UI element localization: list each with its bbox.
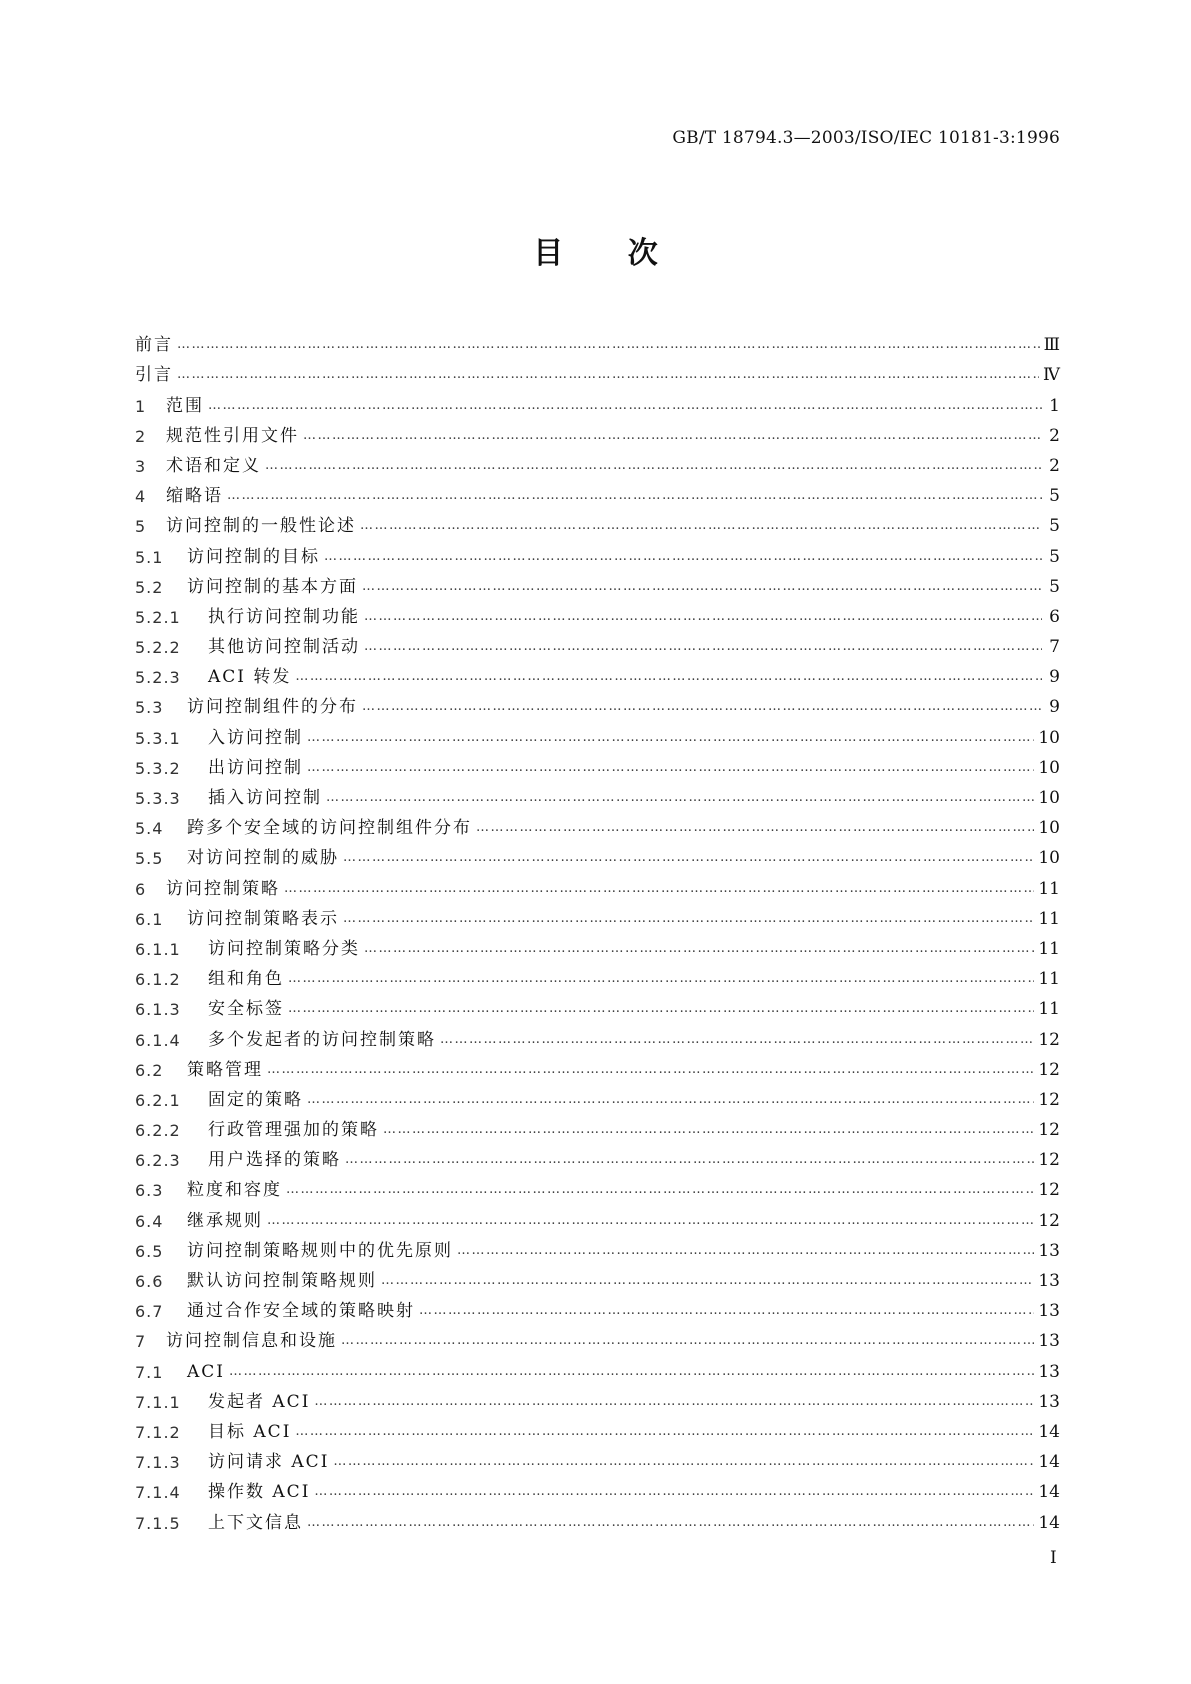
toc-entry-number: 7.1.4 <box>135 1483 181 1503</box>
toc-entry-number: 6.3 <box>135 1181 164 1201</box>
toc-entry[interactable] <box>135 506 1060 536</box>
dot-leader <box>324 549 1042 564</box>
toc-entry-number: 6.6 <box>135 1272 164 1291</box>
toc-entry[interactable] <box>135 1080 1060 1110</box>
toc-entry-page: 14 <box>1038 1512 1060 1533</box>
toc-entry-page: 12 <box>1038 1059 1060 1080</box>
toc-entry[interactable] <box>135 1351 1060 1381</box>
toc-entry-page: 5 <box>1049 546 1060 567</box>
dot-leader <box>345 1152 1034 1167</box>
toc-entry[interactable] <box>135 1321 1060 1351</box>
toc-entry-label: 出访问控制 <box>208 757 303 778</box>
toc-entry[interactable] <box>135 838 1060 868</box>
toc-entry-number: 6.2.1 <box>135 1090 181 1110</box>
toc-entry-page: 10 <box>1038 818 1060 839</box>
toc-entry-page: 5 <box>1049 516 1060 537</box>
toc-entry[interactable] <box>135 1231 1060 1261</box>
dot-leader <box>307 1092 1034 1107</box>
toc-entry-page: 10 <box>1038 757 1060 778</box>
toc-entry-page: 10 <box>1038 788 1060 808</box>
toc-title-char-2: 次 <box>627 236 658 271</box>
toc-entry[interactable] <box>135 959 1060 989</box>
toc-entry-page: 12 <box>1038 1089 1060 1110</box>
toc-entry[interactable] <box>135 929 1060 959</box>
toc-entry-number: 6.1.3 <box>135 1000 181 1020</box>
dot-leader <box>440 1032 1034 1047</box>
dot-leader <box>307 1515 1034 1530</box>
toc-entry-page: 12 <box>1038 1029 1060 1050</box>
toc-entry[interactable] <box>135 1019 1060 1049</box>
dot-leader <box>381 1273 1034 1288</box>
toc-entry-label: 行政管理强加的策略 <box>208 1120 379 1141</box>
toc-entry-page: 12 <box>1038 1210 1060 1231</box>
toc-entry[interactable] <box>135 1412 1060 1442</box>
toc-entry-page: 11 <box>1038 878 1060 899</box>
toc-entry-number: 5.4 <box>135 819 164 839</box>
toc-entry-page: 2 <box>1049 425 1060 446</box>
toc-entry-label: 组和角色 <box>208 969 284 990</box>
toc-entry[interactable] <box>135 1050 1060 1080</box>
dot-leader <box>364 941 1034 956</box>
dot-leader <box>457 1243 1034 1258</box>
dot-leader <box>303 428 1042 443</box>
toc-entry[interactable] <box>135 1110 1060 1140</box>
dot-leader <box>267 1213 1034 1228</box>
toc-entry-page: 11 <box>1038 999 1060 1020</box>
toc-entry-label: ACI 转发 <box>208 667 292 688</box>
toc-entry-label: 多个发起者的访问控制策略 <box>208 1029 436 1050</box>
dot-leader <box>343 911 1034 926</box>
toc-entry[interactable] <box>135 1472 1060 1502</box>
toc-entry-label: 缩略语 <box>166 486 223 507</box>
toc-entry-number: 6.1.2 <box>135 970 181 990</box>
toc-entry-page: 14 <box>1038 1421 1060 1442</box>
dot-leader <box>314 1394 1034 1409</box>
toc-entry-label: 默认访问控制策略规则 <box>187 1271 377 1291</box>
toc-entry-page: 13 <box>1038 1240 1060 1261</box>
toc-entry-number: 6.2.3 <box>135 1151 181 1171</box>
dot-leader <box>364 609 1042 624</box>
toc-entry-page: 12 <box>1038 1120 1060 1141</box>
toc-entry-number: 6.2 <box>135 1060 164 1080</box>
dot-leader <box>343 850 1034 865</box>
toc-entry[interactable] <box>135 476 1060 506</box>
toc-entry-label: 上下文信息 <box>208 1512 303 1533</box>
toc-entry-number: 6.5 <box>135 1241 164 1261</box>
toc-entry-label: 访问控制策略规则中的优先原则 <box>187 1240 453 1261</box>
toc-entry[interactable] <box>135 597 1060 627</box>
dot-leader <box>286 1182 1034 1197</box>
dot-leader <box>177 337 1040 352</box>
toc-entry-number: 5.2.1 <box>135 607 181 627</box>
toc-entry-page: 10 <box>1038 727 1060 748</box>
dot-leader <box>229 1364 1034 1379</box>
toc-entry-number: 5.3.3 <box>135 789 181 808</box>
toc-entry[interactable] <box>135 1442 1060 1472</box>
toc-entry[interactable] <box>135 355 1060 385</box>
toc-entry-page: Ⅲ <box>1043 335 1060 356</box>
toc-entry[interactable] <box>135 1291 1060 1321</box>
standard-code: GB/T 18794.3—2003/ISO/IEC 10181-3:1996 <box>672 128 1060 148</box>
toc-entry[interactable] <box>135 989 1060 1019</box>
toc-entry-label: ACI <box>187 1361 225 1382</box>
dot-leader <box>307 760 1034 775</box>
toc-entry[interactable] <box>135 808 1060 838</box>
toc-entry-page: 9 <box>1049 697 1060 718</box>
toc-entry-label: 术语和定义 <box>166 455 261 476</box>
toc-entry[interactable] <box>135 899 1060 929</box>
toc-entry-number: 5.3.1 <box>135 728 181 748</box>
toc-entry-label: 发起者 ACI <box>208 1391 311 1412</box>
toc-entry-label: 范围 <box>166 395 204 416</box>
toc-entry-page: 9 <box>1049 667 1060 688</box>
toc-entry-number: 5.2.2 <box>135 638 181 658</box>
toc-entry[interactable] <box>135 1200 1060 1230</box>
toc-entry[interactable] <box>135 778 1060 808</box>
toc-entry-label: 其他访问控制活动 <box>208 637 360 658</box>
toc-entry-page: 13 <box>1038 1331 1060 1352</box>
toc-entry-label: 通过合作安全域的策略映射 <box>187 1301 415 1322</box>
toc-entry-number: 5.3 <box>135 698 164 718</box>
toc-entry-number: 7 <box>135 1332 147 1352</box>
toc-entry-page: 6 <box>1049 606 1060 627</box>
toc-entry-page: Ⅳ <box>1043 365 1060 386</box>
toc-entry-number: 5.2.3 <box>135 668 181 688</box>
toc-entry-label: 执行访问控制功能 <box>208 606 360 627</box>
toc-entry-page: 13 <box>1038 1271 1060 1291</box>
toc-entry-number: 6.1 <box>135 909 164 929</box>
toc-entry[interactable] <box>135 1382 1060 1412</box>
toc-entry-page: 10 <box>1038 848 1060 869</box>
toc-entry-label: 引言 <box>135 365 173 386</box>
dot-leader <box>341 1333 1034 1348</box>
toc-entry[interactable] <box>135 1502 1060 1532</box>
toc-entry-page: 13 <box>1038 1391 1060 1412</box>
toc-entry-number: 7.1 <box>135 1362 164 1382</box>
toc-entry-page: 13 <box>1038 1301 1060 1322</box>
toc-entry-number: 7.1.1 <box>135 1392 181 1412</box>
toc-entry[interactable] <box>135 1261 1060 1291</box>
toc-entry-label: 访问控制的一般性论述 <box>166 516 356 537</box>
toc-entry-label: 访问控制策略分类 <box>208 938 360 959</box>
toc-entry-label: 操作数 ACI <box>208 1482 311 1503</box>
dot-leader <box>295 1424 1034 1439</box>
toc-entry-label: 安全标签 <box>208 999 284 1020</box>
dot-leader <box>362 579 1042 594</box>
toc-entry-page: 2 <box>1049 455 1060 476</box>
dot-leader <box>314 1484 1034 1499</box>
toc-entry[interactable] <box>135 446 1060 476</box>
toc-entry-label: 访问控制策略 <box>166 878 280 899</box>
dot-leader <box>360 518 1042 533</box>
dot-leader <box>419 1303 1034 1318</box>
toc-entry[interactable] <box>135 868 1060 898</box>
dot-leader <box>295 669 1042 684</box>
toc-entry-page: 11 <box>1038 969 1060 990</box>
toc-entry-page: 5 <box>1049 576 1060 597</box>
toc-entry-number: 7.1.3 <box>135 1453 181 1473</box>
toc-entry-label: 访问控制组件的分布 <box>187 697 358 718</box>
toc-entry[interactable] <box>135 325 1060 355</box>
dot-leader <box>288 1001 1034 1016</box>
toc-entry-page: 7 <box>1049 637 1060 658</box>
dot-leader <box>364 639 1042 654</box>
toc-entry[interactable] <box>135 1170 1060 1200</box>
toc-entry[interactable] <box>135 385 1060 415</box>
toc-entry-number: 6.1.4 <box>135 1030 181 1050</box>
toc-entry-number: 6.4 <box>135 1211 164 1231</box>
page-number: I <box>1050 1548 1057 1568</box>
toc-entry-number: 6 <box>135 879 147 899</box>
toc-title <box>0 228 1191 272</box>
dot-leader <box>267 1062 1034 1077</box>
toc-entry[interactable] <box>135 567 1060 597</box>
toc-entry-number: 6.2.2 <box>135 1121 181 1141</box>
dot-leader <box>208 398 1042 413</box>
toc-entry-page: 12 <box>1038 1150 1060 1171</box>
toc-entry[interactable] <box>135 748 1060 778</box>
toc-entry-page: 1 <box>1049 395 1060 416</box>
toc-entry-label: 规范性引用文件 <box>166 425 299 446</box>
toc-entry-page: 11 <box>1038 938 1060 959</box>
toc-entry-number: 4 <box>135 487 147 507</box>
toc-entry-label: 前言 <box>135 335 173 356</box>
toc-entry-number: 5.5 <box>135 849 164 869</box>
dot-leader <box>265 458 1042 473</box>
toc-entry-label: 对访问控制的威胁 <box>187 848 339 869</box>
dot-leader <box>476 820 1034 835</box>
toc-entry[interactable] <box>135 416 1060 446</box>
toc-entry-number: 6.1.1 <box>135 939 181 959</box>
toc-entry-label: 访问请求 ACI <box>208 1452 330 1473</box>
toc-entry-number: 5 <box>135 517 147 537</box>
toc-entry-number: 7.1.5 <box>135 1513 181 1533</box>
toc-entry-label: 跨多个安全域的访问控制组件分布 <box>187 818 472 839</box>
toc-entry-label: 粒度和容度 <box>187 1180 282 1201</box>
toc-entry-label: 访问控制的目标 <box>187 546 320 567</box>
toc-entry-page: 13 <box>1038 1361 1060 1382</box>
toc-entry-number: 1 <box>135 396 147 416</box>
toc-entry-number: 5.1 <box>135 547 164 567</box>
toc-entry-page: 5 <box>1049 486 1060 507</box>
toc-entry-number: 5.3.2 <box>135 758 181 778</box>
toc-entry-number: 6.7 <box>135 1302 164 1322</box>
toc-entry[interactable] <box>135 627 1060 657</box>
dot-leader <box>288 971 1034 986</box>
toc-entry-page: 14 <box>1038 1452 1060 1473</box>
toc-entry-label: 目标 ACI <box>208 1421 292 1442</box>
toc-entry[interactable] <box>135 717 1060 747</box>
toc-entry-number: 2 <box>135 426 147 446</box>
toc-entry[interactable] <box>135 687 1060 717</box>
toc-entry-label: 策略管理 <box>187 1059 263 1080</box>
toc-entry-label: 插入访问控制 <box>208 788 322 808</box>
dot-leader <box>177 367 1039 382</box>
toc-entry-label: 继承规则 <box>187 1210 263 1231</box>
toc-entry[interactable] <box>135 536 1060 566</box>
toc-entry-page: 12 <box>1038 1180 1060 1201</box>
dot-leader <box>326 790 1034 805</box>
toc-entry-label: 访问控制信息和设施 <box>166 1331 337 1352</box>
toc-entry-label: 访问控制的基本方面 <box>187 576 358 597</box>
toc-entry-label: 访问控制策略表示 <box>187 908 339 929</box>
toc-entry[interactable] <box>135 657 1060 687</box>
dot-leader <box>383 1122 1034 1137</box>
toc-entry-number: 5.2 <box>135 577 164 597</box>
toc-entry-label: 固定的策略 <box>208 1089 303 1110</box>
dot-leader <box>307 730 1034 745</box>
dot-leader <box>362 699 1042 714</box>
toc-entry-label: 用户选择的策略 <box>208 1150 341 1171</box>
toc-entry-number: 7.1.2 <box>135 1422 181 1442</box>
toc-entry-label: 入访问控制 <box>208 727 303 748</box>
dot-leader <box>284 881 1034 896</box>
dot-leader <box>333 1454 1034 1469</box>
toc-title-char-1: 目 <box>533 236 564 271</box>
toc-entry-page: 11 <box>1038 908 1060 929</box>
toc-entry-page: 14 <box>1038 1482 1060 1503</box>
toc-entry[interactable] <box>135 1140 1060 1170</box>
toc-entry-number: 3 <box>135 456 147 476</box>
dot-leader <box>227 488 1042 503</box>
toc-list <box>135 325 1060 1533</box>
